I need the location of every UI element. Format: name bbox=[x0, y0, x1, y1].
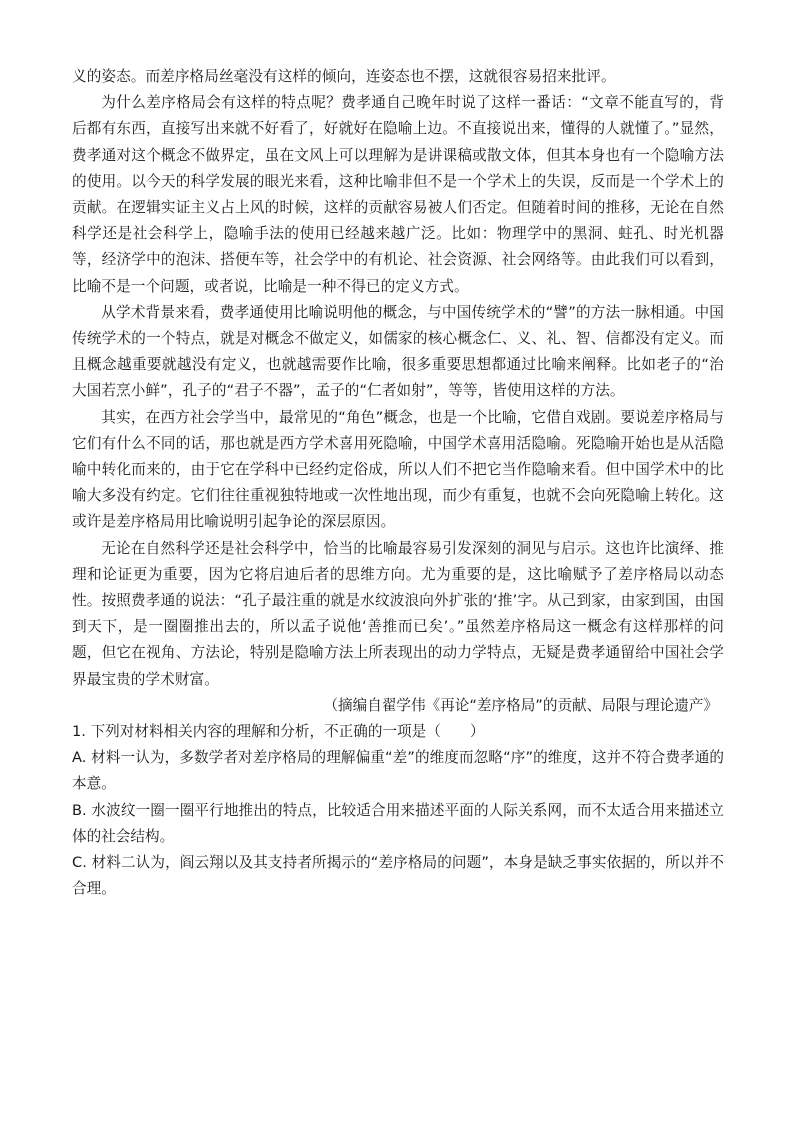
question-text: 下列对材料相关内容的理解和分析，不正确的一项是（ ） bbox=[90, 723, 485, 741]
question-number: 1. bbox=[72, 723, 86, 741]
option-b bbox=[72, 798, 724, 850]
question-stem bbox=[72, 719, 724, 745]
paragraph-5: 无论在自然科学还是社会科学中，恰当的比喻最容易引发深刻的洞见与启示。这也许比演绎、推理和论证更为重要，因为它将启迪后者的思维方向。尤为重要的是，这比喻赋予了差序格局以动态性。按照费孝通的说法：“孔子最注重的就是水纹波浪向外扩张的‘推’字。从己到家，由家到国，由国到天下，是一圈圈推出去的，所以孟子说他‘善推而已矣’。”虽然差序格局这一概念有这样那样的问题，但它在视角、方法论，特别是隐喻方法上所表现出的动力学特点，无疑是费孝通留给中国社会学界最宝贵的学术财富。 bbox=[72, 539, 724, 688]
option-a bbox=[72, 745, 724, 797]
option-b-text: 水波纹一圈一圈平行地推出的特点，比较适合用来描述平面的人际关系网，而不太适合用来描述立体的社会结构。 bbox=[72, 801, 724, 845]
option-c-text: 材料二认为，阎云翔以及其支持者所揭示的“差序格局的问题”，本身是缺乏事实依据的，所以并不合理。 bbox=[72, 854, 725, 898]
option-a-text: 材料一认为，多数学者对差序格局的理解偏重“差”的维度而忽略“序”的维度，这并不符合费孝通的本意。 bbox=[72, 749, 725, 793]
option-a-label: A. bbox=[72, 749, 87, 767]
option-c bbox=[72, 850, 724, 902]
option-b-label: B. bbox=[72, 801, 87, 819]
document-body bbox=[72, 64, 724, 903]
source-citation: （摘编自翟学伟《再论“差序格局”的贡献、局限与理论遗产》 bbox=[323, 696, 718, 714]
paragraph-2: 为什么差序格局会有这样的特点呢？费孝通自己晚年时说了这样一番话：“文章不能直写的，背后都有东西，直接写出来就不好看了，好就好在隐喻上边。不直接说出来，懂得的人就懂了。”显然，费孝通对这个概念不做界定，虽在文风上可以理解为是讲课稿或散文体，但其本身也有一个隐喻方法的使用。以今天的科学发展的眼光来看，这种比喻非但不是一个学术上的失误，反而是一个学术上的贡献。在逻辑实证主义占上风的时候，这样的贡献容易被人们否定。但随着时间的推移，无论在自然科学还是社会科学上，隐喻手法的使用已经越来越广泛。比如：物理学中的黑洞、蛀孔、时光机器等，经济学中的泡沫、搭便车等，社会学中的有机论、社会资源、社会网络等。由此我们可以看到，比喻不是一个问题，或者说，比喻是一种不得已的定义方式。 bbox=[72, 94, 724, 295]
paragraph-4: 其实，在西方社会学当中，最常见的“角色”概念，也是一个比喻，它借自戏剧。要说差序格局与它们有什么不同的话，那也就是西方学术喜用死隐喻，中国学术喜用活隐喻。死隐喻开始也是从活隐喻中转化而来的，由于它在学科中已经约定俗成，所以人们不把它当作隐喻来看。但中国学术中的比喻大多没有约定。它们往往重视独特地或一次性地出现，而少有重复，也就不会向死隐喻上转化。这或许是差序格局用比喻说明引起争论的深层原因。 bbox=[72, 408, 724, 531]
paragraph-3: 从学术背景来看，费孝通使用比喻说明他的概念，与中国传统学术的“譬”的方法一脉相通。中国传统学术的一个特点，就是对概念不做定义，如儒家的核心概念仁、义、礼、智、信都没有定义。而且概念越重要就越没有定义，也就越需要作比喻，很多重要思想都通过比喻来阐释。比如老子的“治大国若烹小鲜”，孔子的“君子不器”，孟子的“仁者如射”，等等，皆使用这样的方法。 bbox=[72, 303, 724, 400]
option-c-label: C. bbox=[72, 854, 87, 872]
paragraph-1: 义的姿态。而差序格局丝毫没有这样的倾向，连姿态也不摆，这就很容易招来批评。 bbox=[72, 68, 616, 85]
